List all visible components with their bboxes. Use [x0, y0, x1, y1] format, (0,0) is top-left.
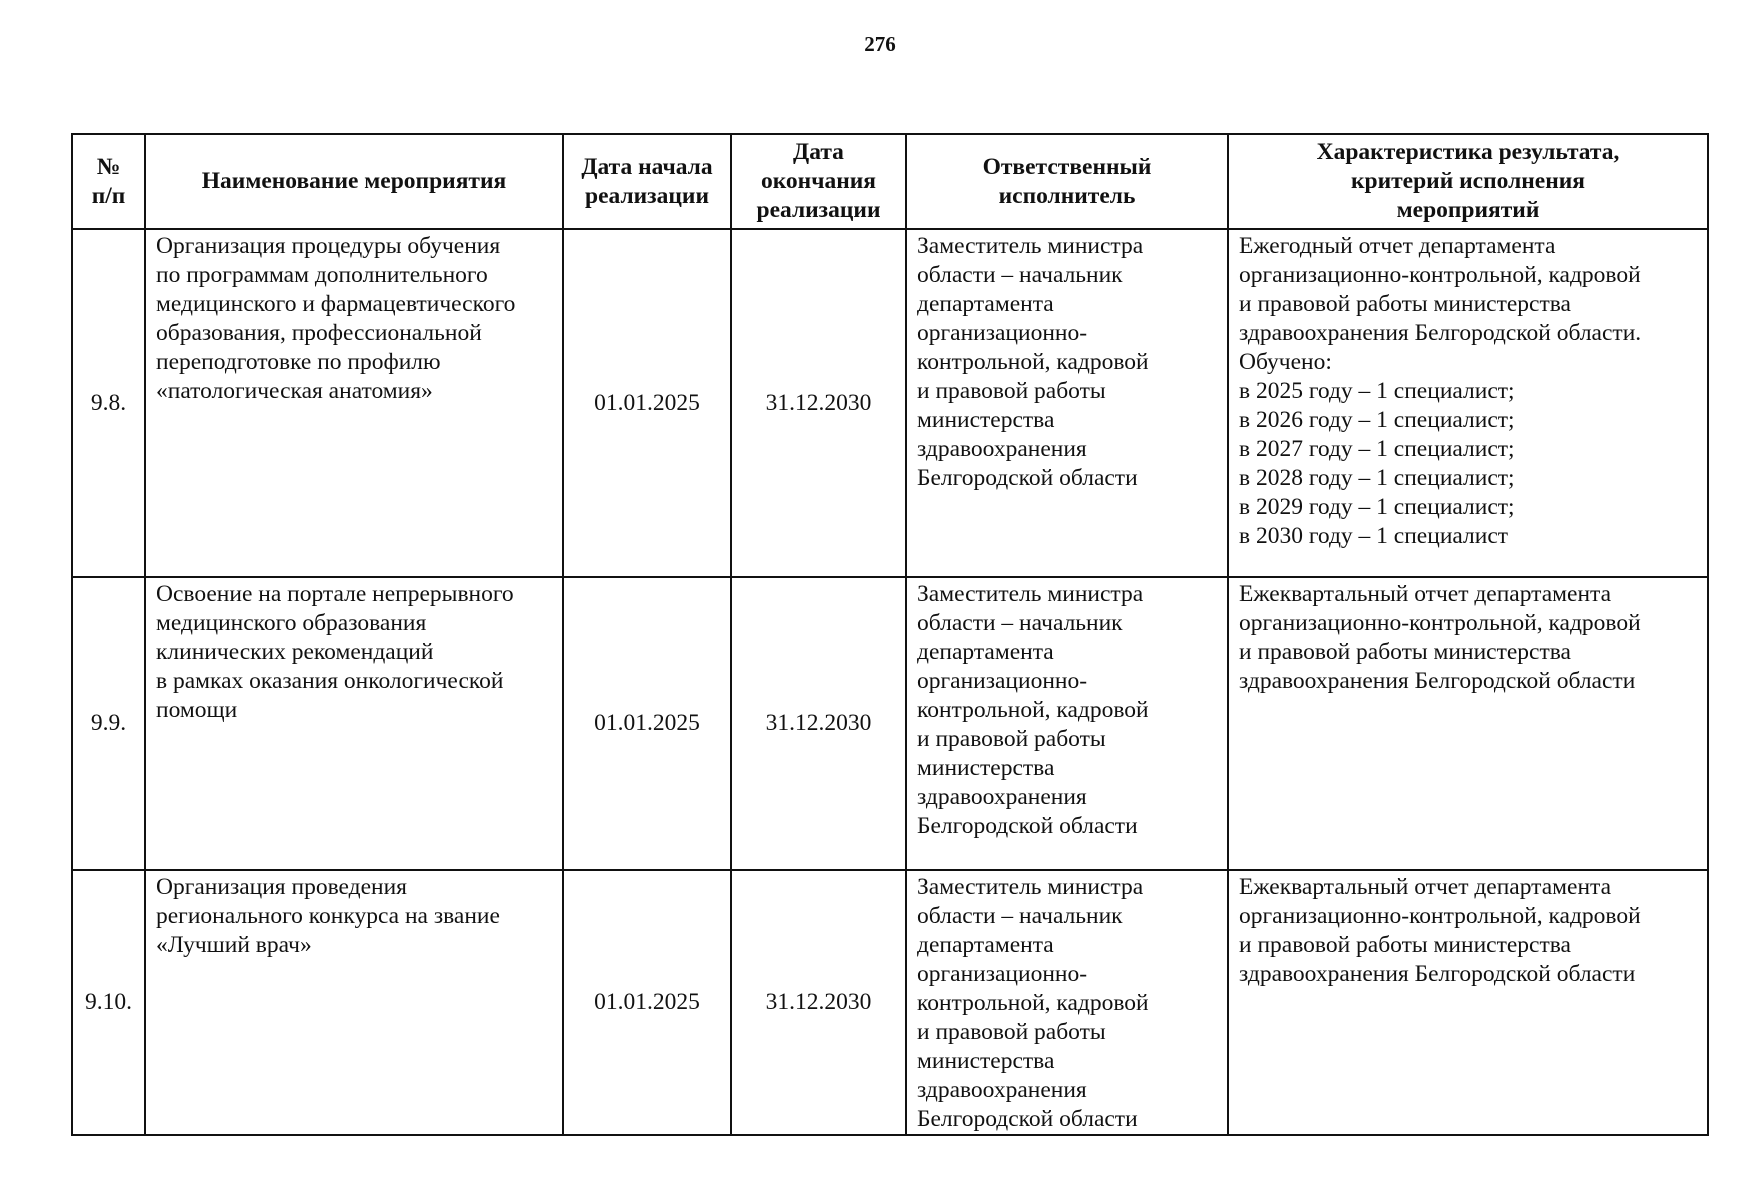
start-date: 01.01.2025 — [563, 870, 731, 1135]
responsible-executor: Заместитель министра области – начальник департамента организационно- контрольной, кадровой и правовой работы министерства здравоохранения Белгородской области — [906, 577, 1228, 870]
activity-name: Организация процедуры обучения по программам дополнительного медицинского и фармацевтического образования, профессиональной переподготовке по профилю «патологическая анатомия» — [145, 229, 563, 577]
header-responsible: Ответственный исполнитель — [906, 134, 1228, 229]
activities-table — [71, 133, 1709, 1136]
header-end-date: Дата окончания реализации — [731, 134, 906, 229]
table-row — [72, 870, 1708, 1135]
responsible-executor: Заместитель министра области – начальник департамента организационно- контрольной, кадровой и правовой работы министерства здравоохранения Белгородской области — [906, 870, 1228, 1135]
activity-name: Освоение на портале непрерывного медицинского образования клинических рекомендаций в рамках оказания онкологической помощи — [145, 577, 563, 870]
header-result: Характеристика результата, критерий исполнения мероприятий — [1228, 134, 1708, 229]
end-date: 31.12.2030 — [731, 229, 906, 577]
table-row — [72, 577, 1708, 870]
row-number: 9.9. — [72, 577, 145, 870]
start-date: 01.01.2025 — [563, 229, 731, 577]
end-date: 31.12.2030 — [731, 577, 906, 870]
table-header-row — [72, 134, 1708, 229]
page-number: 276 — [864, 32, 896, 56]
row-number: 9.10. — [72, 870, 145, 1135]
activity-name: Организация проведения регионального конкурса на звание «Лучший врач» — [145, 870, 563, 1135]
end-date: 31.12.2030 — [731, 870, 906, 1135]
start-date: 01.01.2025 — [563, 577, 731, 870]
result-description: Ежеквартальный отчет департамента организационно-контрольной, кадровой и правовой работы министерства здравоохранения Белгородской области — [1228, 577, 1708, 870]
table-row — [72, 229, 1708, 577]
header-num: № п/п — [72, 134, 145, 229]
responsible-executor: Заместитель министра области – начальник департамента организационно- контрольной, кадровой и правовой работы министерства здравоохранения Белгородской области — [906, 229, 1228, 577]
row-number: 9.8. — [72, 229, 145, 577]
header-start-date: Дата начала реализации — [563, 134, 731, 229]
result-description: Ежегодный отчет департамента организационно-контрольной, кадровой и правовой работы министерства здравоохранения Белгородской области. Обучено: в 2025 году – 1 специалист; в 2026 году – 1 специалист; в 2027 году – 1 специалист; в 2028 году – 1 специалист; в 2029 году – 1 специалист; в 2030 году – 1 специалист — [1228, 229, 1708, 577]
header-name: Наименование мероприятия — [145, 134, 563, 229]
result-description: Ежеквартальный отчет департамента организационно-контрольной, кадровой и правовой работы министерства здравоохранения Белгородской области — [1228, 870, 1708, 1135]
